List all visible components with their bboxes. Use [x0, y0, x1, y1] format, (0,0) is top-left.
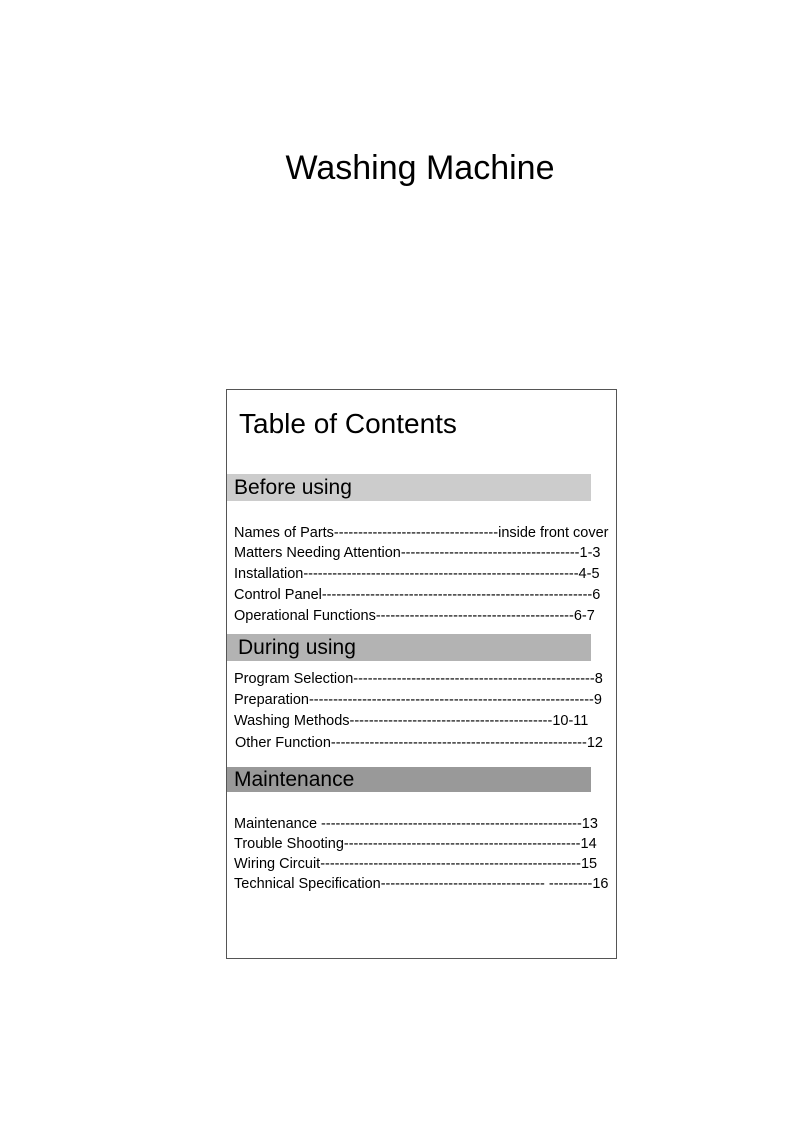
toc-entry-matters-needing-attention[interactable]: Matters Needing Attention-------------------------------------1-3 — [234, 545, 601, 561]
section-bar-maintenance — [227, 767, 591, 792]
toc-entry-program-selection[interactable]: Program Selection--------------------------------------------------8 — [234, 671, 603, 687]
toc-entry-technical-specification[interactable]: Technical Specification---------------------------------- ---------16 — [234, 876, 609, 892]
toc-entry-maintenance[interactable]: Maintenance ------------------------------------------------------13 — [234, 816, 598, 832]
section-heading-during-using: During using — [238, 636, 356, 659]
toc-entry-wiring-circuit[interactable]: Wiring Circuit------------------------------------------------------15 — [234, 856, 598, 872]
toc-heading: Table of Contents — [239, 408, 457, 439]
section-bar-before-using — [227, 474, 591, 501]
table-of-contents-box — [226, 389, 617, 959]
toc-entry-trouble-shooting[interactable]: Trouble Shooting-------------------------------------------------14 — [234, 836, 597, 852]
section-heading-before-using: Before using — [234, 476, 352, 499]
toc-entry-washing-methods[interactable]: Washing Methods------------------------------------------10-11 — [234, 713, 589, 729]
toc-entry-operational-functions[interactable]: Operational Functions-----------------------------------------6-7 — [234, 608, 595, 624]
toc-entry-control-panel[interactable]: Control Panel--------------------------------------------------------6 — [234, 587, 601, 603]
toc-entry-preparation[interactable]: Preparation-----------------------------------------------------------9 — [234, 692, 602, 708]
section-heading-maintenance: Maintenance — [234, 768, 355, 791]
toc-entry-installation[interactable]: Installation---------------------------------------------------------4-5 — [234, 566, 600, 582]
toc-entry-names-of-parts[interactable]: Names of Parts----------------------------------inside front cover — [234, 525, 609, 541]
section-bar-during-using — [227, 634, 591, 661]
toc-entry-other-function[interactable]: Other Function-----------------------------------------------------12 — [235, 735, 603, 751]
document-title: Washing Machine — [285, 149, 555, 187]
